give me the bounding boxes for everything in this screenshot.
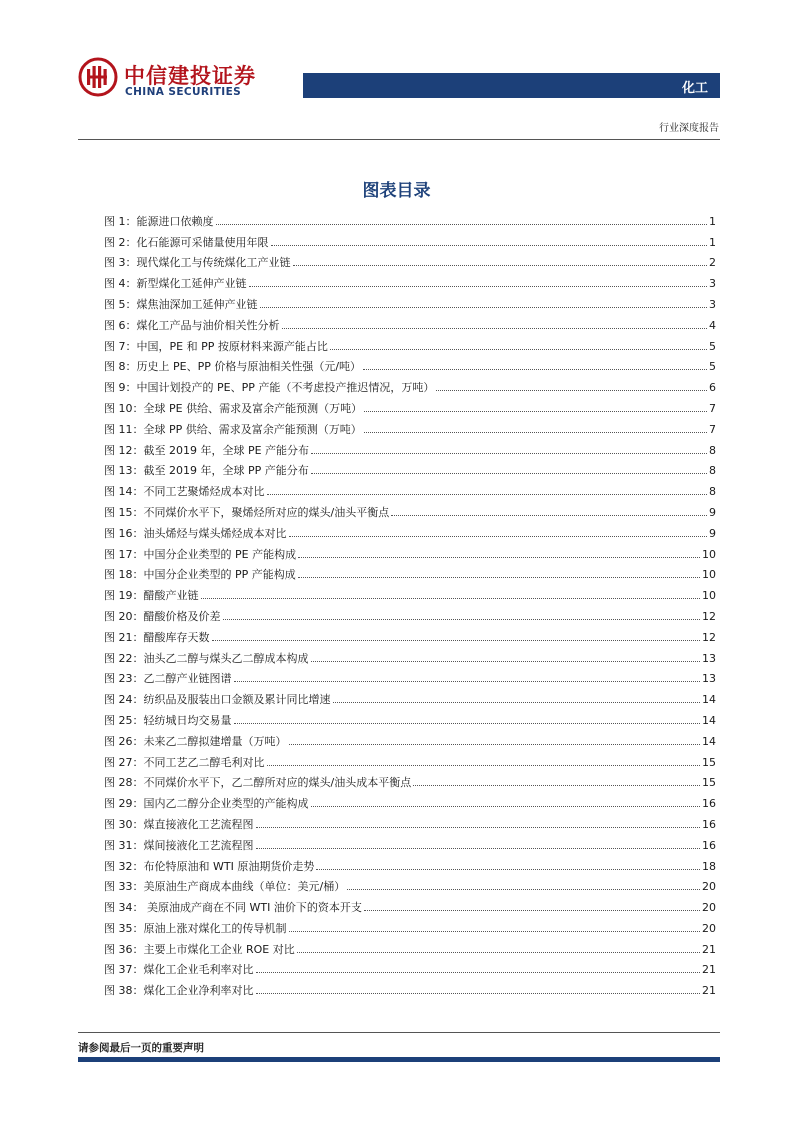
toc-leader-dots [316,869,700,870]
toc-entry-label: 图 6：煤化工产品与油价相关性分析 [104,318,280,332]
toc-entry-label: 图 8：历史上 PE、PP 价格与原油相关性强（元/吨） [104,360,362,374]
toc-entry-label: 图 13：截至 2019 年，全球 PP 产能分布 [104,464,309,478]
toc-leader-dots [271,245,708,246]
toc-entry-page: 1 [709,214,716,228]
toc-entry-page: 13 [702,672,716,686]
toc-entry-page: 14 [702,693,716,707]
section-label: 化工 [681,81,708,96]
toc-entry-page: 12 [702,609,716,623]
toc-leader-dots [256,993,701,994]
toc-entry-page: 8 [709,464,716,478]
toc-entry[interactable] [104,354,716,375]
toc-entry[interactable] [104,645,716,666]
toc-entry-page: 10 [702,589,716,603]
toc-entry-label: 图 33：美原油生产商成本曲线（单位：美元/桶） [104,880,346,894]
page-header [0,0,793,134]
toc-entry[interactable] [104,374,716,395]
toc-entry-label: 图 10：全球 PE 供给、需求及富余产能预测（万吨） [104,401,363,415]
brand-name-cn: 中信建投证券 [124,64,256,88]
toc-entry-page: 14 [702,713,716,727]
toc-leader-dots [293,265,708,266]
brand-name-en: CHINA SECURITIES [125,86,242,98]
toc-leader-dots [298,557,700,558]
toc-leader-dots [216,224,708,225]
toc-entry-page: 21 [702,942,716,956]
toc-entry[interactable] [104,312,716,333]
toc-entry-label: 图 34： 美原油成产商在不同 WTI 油价下的资本开支 [104,901,362,915]
toc-leader-dots [201,598,701,599]
toc-entry[interactable] [104,915,716,936]
toc-entry-page: 8 [709,443,716,457]
toc-entry-label: 图 31：煤间接液化工艺流程图 [104,838,254,852]
toc-entry[interactable] [104,395,716,416]
toc-entry-label: 图 23：乙二醇产业链图谱 [104,672,232,686]
toc-entry-page: 1 [709,235,716,249]
toc-entry[interactable] [104,936,716,957]
toc-entry-label: 图 2：化石能源可采储量使用年限 [104,235,269,249]
table-of-figures [104,208,716,998]
toc-entry-label: 图 35：原油上涨对煤化工的传导机制 [104,921,287,935]
disclaimer-note: 请参阅最后一页的重要声明 [78,1042,204,1054]
toc-leader-dots [249,286,708,287]
toc-entry-label: 图 12：截至 2019 年，全球 PE 产能分布 [104,443,310,457]
toc-entry-page: 3 [709,277,716,291]
toc-entry-page: 6 [709,381,716,395]
report-type: 行业深度报告 [659,123,719,134]
toc-entry-page: 8 [709,485,716,499]
toc-entry[interactable] [104,957,716,978]
header-divider [78,139,720,140]
toc-leader-dots [212,640,701,641]
toc-entry-page: 16 [702,797,716,811]
toc-entry[interactable] [104,499,716,520]
toc-entry-label: 图 19：醋酸产业链 [104,589,199,603]
toc-leader-dots [234,681,701,682]
toc-leader-dots [256,848,701,849]
toc-entry-page: 5 [709,360,716,374]
toc-entry[interactable] [104,333,716,354]
toc-leader-dots [267,765,701,766]
toc-entry-page: 2 [709,256,716,270]
toc-leader-dots [364,432,707,433]
toc-entry-page: 10 [702,568,716,582]
toc-entry-label: 图 30：煤直接液化工艺流程图 [104,817,254,831]
toc-entry[interactable] [104,520,716,541]
toc-entry-label: 图 32：布伦特原油和 WTI 原油期货价走势 [104,859,315,873]
toc-entry-label: 图 16：油头烯烃与煤头烯烃成本对比 [104,526,287,540]
toc-leader-dots [413,785,700,786]
toc-leader-dots [364,411,707,412]
toc-entry[interactable] [104,291,716,312]
toc-leader-dots [311,661,701,662]
toc-entry-label: 图 17：中国分企业类型的 PE 产能构成 [104,547,297,561]
toc-entry[interactable] [104,770,716,791]
toc-entry[interactable] [104,458,716,479]
toc-entry-page: 20 [702,921,716,935]
toc-leader-dots [256,972,701,973]
toc-leader-dots [298,577,700,578]
toc-entry-page: 10 [702,547,716,561]
toc-entry[interactable] [104,707,716,728]
china-securities-logo-icon [78,57,118,97]
toc-entry-page: 7 [709,401,716,415]
toc-entry-page: 21 [702,963,716,977]
toc-entry-page: 20 [702,880,716,894]
toc-entry-label: 图 38：煤化工企业净利率对比 [104,984,254,998]
toc-entry-page: 16 [702,838,716,852]
toc-entry[interactable] [104,541,716,562]
toc-leader-dots [223,619,701,620]
toc-entry-page: 13 [702,651,716,665]
toc-entry-label: 图 18：中国分企业类型的 PP 产能构成 [104,568,296,582]
toc-entry[interactable] [104,437,716,458]
toc-leader-dots [297,952,700,953]
toc-entry-label: 图 29：国内乙二醇分企业类型的产能构成 [104,797,309,811]
toc-leader-dots [364,910,700,911]
toc-entry-page: 15 [702,755,716,769]
toc-entry-page: 12 [702,630,716,644]
toc-title: 图表目录 [362,181,431,201]
toc-entry[interactable] [104,603,716,624]
toc-entry-page: 21 [702,984,716,998]
toc-entry[interactable] [104,874,716,895]
toc-entry-page: 5 [709,339,716,353]
toc-entry-label: 图 15：不同煤价水平下，聚烯烃所对应的煤头/油头平衡点 [104,505,390,519]
toc-entry[interactable] [104,977,716,998]
toc-entry-page: 20 [702,901,716,915]
toc-leader-dots [311,453,707,454]
toc-entry-page: 15 [702,776,716,790]
toc-entry-label: 图 5：煤焦油深加工延伸产业链 [104,297,258,311]
toc-entry-label: 图 14：不同工艺聚烯烃成本对比 [104,485,265,499]
toc-entry[interactable] [104,208,716,229]
toc-entry-label: 图 21：醋酸库存天数 [104,630,210,644]
section-bar [303,73,720,98]
toc-entry-label: 图 24：纺织品及服装出口金额及累计同比增速 [104,693,331,707]
toc-entry-label: 图 20：醋酸价格及价差 [104,609,221,623]
toc-entry-label: 图 22：油头乙二醇与煤头乙二醇成本构成 [104,651,309,665]
toc-leader-dots [436,390,707,391]
footer-divider [78,1032,720,1033]
toc-entry[interactable] [104,229,716,250]
toc-entry[interactable] [104,894,716,915]
toc-entry[interactable] [104,250,716,271]
toc-leader-dots [330,349,707,350]
toc-leader-dots [234,723,701,724]
toc-leader-dots [347,889,700,890]
toc-leader-dots [289,744,701,745]
toc-entry[interactable] [104,624,716,645]
toc-entry[interactable] [104,478,716,499]
toc-entry-label: 图 36：主要上市煤化工企业 ROE 对比 [104,942,295,956]
toc-entry-page: 18 [702,859,716,873]
toc-entry-label: 图 7：中国，PE 和 PP 按原材料来源产能占比 [104,339,328,353]
toc-leader-dots [289,536,708,537]
toc-entry[interactable] [104,790,716,811]
toc-leader-dots [311,473,707,474]
toc-entry[interactable] [104,728,716,749]
toc-leader-dots [333,702,701,703]
toc-leader-dots [260,307,708,308]
toc-entry[interactable] [104,686,716,707]
toc-entry[interactable] [104,811,716,832]
toc-leader-dots [267,494,708,495]
toc-entry-page: 7 [709,422,716,436]
toc-leader-dots [289,931,701,932]
toc-entry-label: 图 25：轻纺城日均交易量 [104,713,232,727]
toc-entry[interactable] [104,853,716,874]
toc-entry-label: 图 3：现代煤化工与传统煤化工产业链 [104,256,291,270]
toc-entry-page: 9 [709,526,716,540]
toc-entry-label: 图 37：煤化工企业毛利率对比 [104,963,254,977]
toc-entry-label: 图 11：全球 PP 供给、需求及富余产能预测（万吨） [104,422,362,436]
toc-leader-dots [311,806,701,807]
toc-leader-dots [363,369,707,370]
footer-bar [78,1057,720,1062]
toc-entry-label: 图 9：中国计划投产的 PE、PP 产能（不考虑投产推迟情况，万吨） [104,381,435,395]
toc-entry-page: 4 [709,318,716,332]
toc-entry[interactable] [104,416,716,437]
toc-leader-dots [256,827,701,828]
toc-entry[interactable] [104,582,716,603]
toc-leader-dots [282,328,708,329]
toc-entry-label: 图 27：不同工艺乙二醇毛利对比 [104,755,265,769]
toc-entry-page: 16 [702,817,716,831]
toc-entry-label: 图 26：未来乙二醇拟建增量（万吨） [104,734,287,748]
toc-entry[interactable] [104,666,716,687]
toc-entry[interactable] [104,749,716,770]
toc-entry[interactable] [104,270,716,291]
toc-entry[interactable] [104,832,716,853]
toc-leader-dots [391,515,707,516]
toc-entry[interactable] [104,562,716,583]
toc-entry-page: 3 [709,297,716,311]
toc-entry-label: 图 4：新型煤化工延伸产业链 [104,277,247,291]
toc-entry-label: 图 1：能源进口依赖度 [104,214,214,228]
toc-entry-label: 图 28：不同煤价水平下，乙二醇所对应的煤头/油头成本平衡点 [104,776,412,790]
toc-entry-page: 9 [709,505,716,519]
toc-entry-page: 14 [702,734,716,748]
